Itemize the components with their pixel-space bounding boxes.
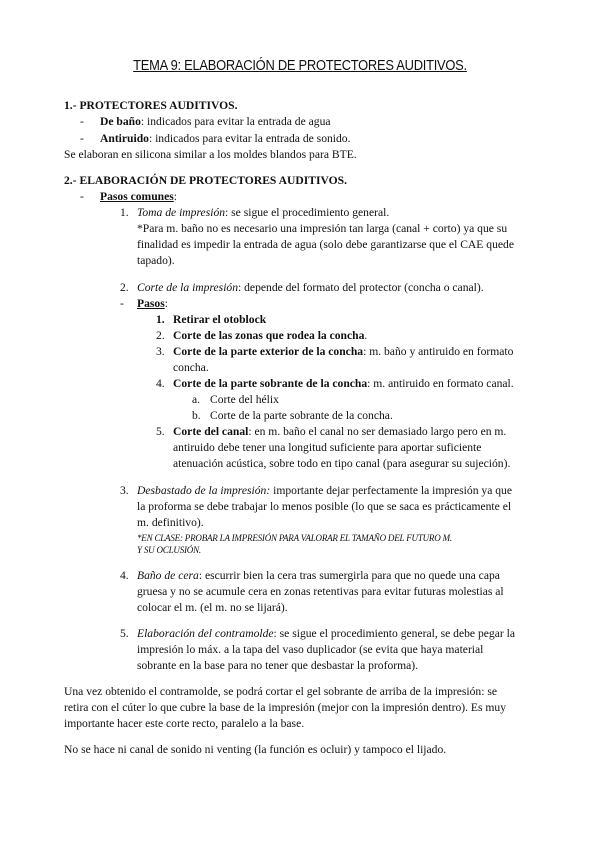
sub-step-3-cont: concha. <box>173 361 209 374</box>
step-1-note: *Para m. baño no es necesario una impresión tan larga (canal + corto) ya que su <box>137 222 508 235</box>
step-5-cont: sobrante en la base para no tener que desbastar la proforma). <box>137 659 419 672</box>
step-3-cont: la proforma se debe trabajar lo menos posible (lo que se saca es prácticamente el <box>137 500 512 513</box>
common-steps-label: Pasos comunes: <box>100 190 177 203</box>
sub-step-number: 1. <box>156 313 165 326</box>
sub-step-4: Corte de la parte sobrante de la concha: m. antiruido en formato canal. <box>173 377 514 390</box>
sub-step-number: 2. <box>156 329 165 342</box>
class-note: Y SU OCLUSIÓN. <box>137 545 201 555</box>
step-1-note: tapado). <box>137 254 175 267</box>
term-antiruido: Antiruido <box>100 132 149 145</box>
sub-step-3: Corte de la parte exterior de la concha: m. baño y antiruido en formato <box>173 345 514 358</box>
step-4-cont: colocar el m. (el m. no se lijará). <box>137 601 288 614</box>
sub-sub-item: Corte del hélix <box>210 393 279 406</box>
step-number: 3. <box>120 484 129 497</box>
term-bano-text: : indicados para evitar la entrada de agua <box>140 115 331 128</box>
step-number: 1. <box>120 206 129 219</box>
step-1-note: finalidad es impedir la entrada de agua (solo debe garantizarse que el CAE quede <box>137 238 514 251</box>
list-item <box>100 131 351 147</box>
step-3-cont: m. definitivo). <box>137 516 204 529</box>
sub-step-5-cont: antiruido debe tener una longitud suficiente para aportar suficiente <box>173 441 482 454</box>
step-number: 4. <box>120 569 129 582</box>
paragraph-line: retira con el cúter lo que cubre la base de la impresión (mejor con la impresión dentro). Es muy <box>64 701 507 714</box>
step-2: Corte de la impresión: depende del formato del protector (concha o canal). <box>137 281 484 294</box>
paragraph-line: importante hacer este corte recto, paralelo a la base. <box>64 717 305 730</box>
section-2-heading: 2.- ELABORACIÓN DE PROTECTORES AUDITIVOS. <box>64 174 348 187</box>
class-note: *EN CLASE: PROBAR LA IMPRESIÓN PARA VALORAR EL TAMAÑO DEL FUTURO M. <box>137 533 452 543</box>
section-1-note: Se elaboran en silicona similar a los moldes blandos para BTE. <box>64 148 357 161</box>
page-title: TEMA 9: ELABORACIÓN DE PROTECTORES AUDITIVOS. <box>133 57 467 74</box>
sub-step-number: 4. <box>156 377 165 390</box>
sub-step-2: Corte de las zonas que rodea la concha. <box>173 329 368 342</box>
bullet-dash: - <box>120 297 124 310</box>
bullet-dash: - <box>80 190 84 203</box>
list-item <box>80 114 84 130</box>
bullet-dash: - <box>80 132 84 145</box>
section-1-heading: 1.- PROTECTORES AUDITIVOS. <box>64 99 238 112</box>
sub-step-5-cont: atenuación acústica, sobre todo en tipo canal (para asegurar su sujeción). <box>173 457 511 470</box>
sub-step-5: Corte del canal: en m. baño el canal no ser demasiado largo pero en m. <box>173 425 507 438</box>
term-bano: De baño <box>100 115 141 128</box>
sub-step-number: 3. <box>156 345 165 358</box>
step-number: 5. <box>120 627 129 640</box>
sub-step-number: 5. <box>156 425 165 438</box>
pasos-label: Pasos: <box>137 297 168 310</box>
list-item <box>80 131 84 147</box>
sub-sub-letter: a. <box>192 393 201 406</box>
bullet-dash: - <box>80 115 84 128</box>
term-antiruido-text: : indicados para evitar la entrada de sonido. <box>148 132 351 145</box>
step-4-cont: gruesa y no se acumule cera en zonas retentivas para evitar futuras molestias al <box>137 585 504 598</box>
sub-step-1: Retirar el otoblock <box>173 313 267 326</box>
paragraph-line: Una vez obtenido el contramolde, se podrá cortar el gel sobrante de arriba de la impresión: se <box>64 685 497 698</box>
list-item <box>100 114 331 130</box>
paragraph-line: No se hace ni canal de sonido ni venting (la función es ocluir) y tampoco el lijado. <box>64 743 447 756</box>
step-4: Baño de cera: escurrir bien la cera tras sumergirla para que no quede una capa <box>137 569 500 582</box>
sub-sub-item: Corte de la parte sobrante de la concha. <box>210 409 393 422</box>
step-5: Elaboración del contramolde: se sigue el procedimiento general, se debe pegar la <box>137 627 515 640</box>
step-1: Toma de impresión: se sigue el procedimiento general. <box>137 206 390 219</box>
step-5-cont: impresión lo máx. a la tapa del vaso duplicador (se evita que haya material <box>137 643 484 656</box>
step-3: Desbastado de la impresión: importante dejar perfectamente la impresión ya que <box>137 484 512 497</box>
step-number: 2. <box>120 281 129 294</box>
sub-sub-letter: b. <box>192 409 201 422</box>
